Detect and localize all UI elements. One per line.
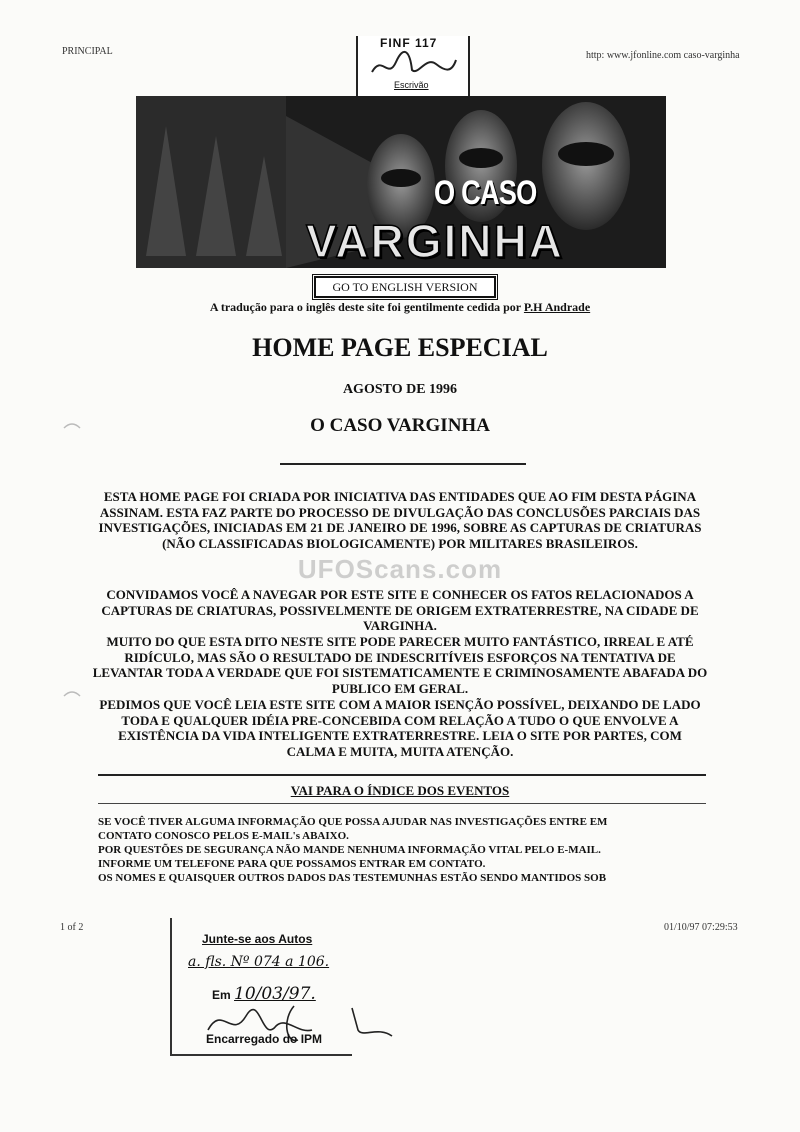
contact-line: POR QUESTÕES DE SEGURANÇA NÃO MANDE NENHUMA INFORMAÇÃO VITAL PELO E-MAIL.: [98, 844, 601, 856]
top-stamp-number: FINF 117: [380, 36, 438, 50]
signature-icon: [366, 50, 460, 80]
bottom-stamp: [170, 918, 352, 1056]
header-url: http: www.jfonline.com caso-varginha: [586, 50, 740, 61]
divider: [98, 803, 706, 804]
events-index-link[interactable]: VAI PARA O ÍNDICE DOS EVENTOS: [290, 783, 510, 798]
top-stamp-label: Escrivão: [394, 80, 429, 90]
stamp-line4: Encarregado do IPM: [206, 1032, 323, 1046]
watermark: UFOScans.com: [297, 554, 503, 584]
page-number: 1 of 2: [60, 922, 84, 933]
contact-notice: [98, 815, 708, 885]
stamp-line1: Junte-se aos Autos: [202, 932, 313, 946]
print-timestamp: 01/10/97 07:29:53: [664, 922, 738, 933]
contact-line: INFORME UM TELEFONE PARA QUE POSSAMOS ENTRAR EM CONTATO.: [98, 858, 486, 870]
banner-title-line2: VARGINHA: [306, 215, 564, 267]
contact-line: OS NOMES E QUAISQUER OUTROS DADOS DAS TESTEMUNHAS ESTÃO SENDO MANTIDOS SOB: [98, 872, 607, 884]
stamp-date: 10/03/97.: [234, 984, 316, 1004]
credit-text: A tradução para o inglês deste site foi gentilmente cedida por: [209, 300, 524, 314]
translation-credit: [0, 300, 800, 315]
contact-line: CONTATO CONOSCO PELOS E-MAIL's ABAIXO.: [98, 830, 349, 842]
paragraph-fantastic: MUITO DO QUE ESTA DITO NESTE SITE PODE PARECER MUITO FANTÁSTICO, IRREAL E ATÉ RIDÍCULO, MAS SÃO O RESULTADO DE INDESCRITÍVEIS ESFORÇOS NA TENTATIVA DE LEVANTAR TODA A VERDADE QUE FOI SISTEMATICAMENTE E CRIMINOSAMENTE ABAFADA DO PUBLICO EM GERAL.: [92, 634, 708, 696]
page-date: AGOSTO DE 1996: [342, 382, 458, 397]
stamp-date-label: Em: [212, 988, 231, 1002]
paragraph-intro: ESTA HOME PAGE FOI CRIADA POR INICIATIVA DAS ENTIDADES QUE AO FIM DESTA PÁGINA ASSINAM. ESTA FAZ PARTE DO PROCESSO DE DIVULGAÇÃO DAS CONCLUSÕES PARCIAIS DAS INVESTIGAÇÕES, INICIADAS EM 21 DE JANEIRO DE 1996, SOBRE AS CAPTURAS DE CRIATURAS (NÃO CLASSIFICADAS BIOLOGICAMENTE) POR MILITARES BRASILEIROS.: [98, 489, 702, 551]
banner-image: [136, 96, 666, 268]
top-stamp: [356, 36, 470, 98]
stamp-line2: a. fls. Nº 074 a 106.: [188, 954, 330, 970]
contact-line: SE VOCÊ TIVER ALGUMA INFORMAÇÃO QUE POSSA AJUDAR NAS INVESTIGAÇÕES ENTRE EM: [98, 816, 608, 828]
paragraph-invite: CONVIDAMOS VOCÊ A NAVEGAR POR ESTE SITE E CONHECER OS FATOS RELACIONADOS A CAPTURAS DE CRIATURAS, POSSIVELMENTE DE ORIGEM EXTRATERRESTRE, NA CIDADE DE VARGINHA.: [101, 587, 699, 633]
paragraph-request: PEDIMOS QUE VOCÊ LEIA ESTE SITE COM A MAIOR ISENÇÃO POSSÍVEL, DEIXANDO DE LADO TODA E QUALQUER IDÉIA PRE-CONCEBIDA COM RELAÇÃO A TUDO O QUE ENVOLVE A EXISTÊNCIA DA VIDA INTELIGENTE EXTRATERRESTRE. LEIA O SITE POR PARTES, COM CALMA E MUITA, MUITA ATENÇÃO.: [99, 697, 701, 759]
punch-hole-icon: [60, 686, 84, 702]
divider: [280, 463, 526, 465]
page-subtitle: O CASO VARGINHA: [310, 415, 490, 436]
banner-title-line1: O CASO: [434, 174, 537, 212]
credit-author-link[interactable]: P.H Andrade: [523, 300, 591, 314]
header-left-label: PRINCIPAL: [62, 46, 113, 57]
punch-hole-icon: [60, 418, 84, 434]
english-version-button[interactable]: GO TO ENGLISH VERSION: [314, 276, 496, 298]
page-title: HOME PAGE ESPECIAL: [252, 333, 548, 362]
divider: [98, 774, 706, 776]
